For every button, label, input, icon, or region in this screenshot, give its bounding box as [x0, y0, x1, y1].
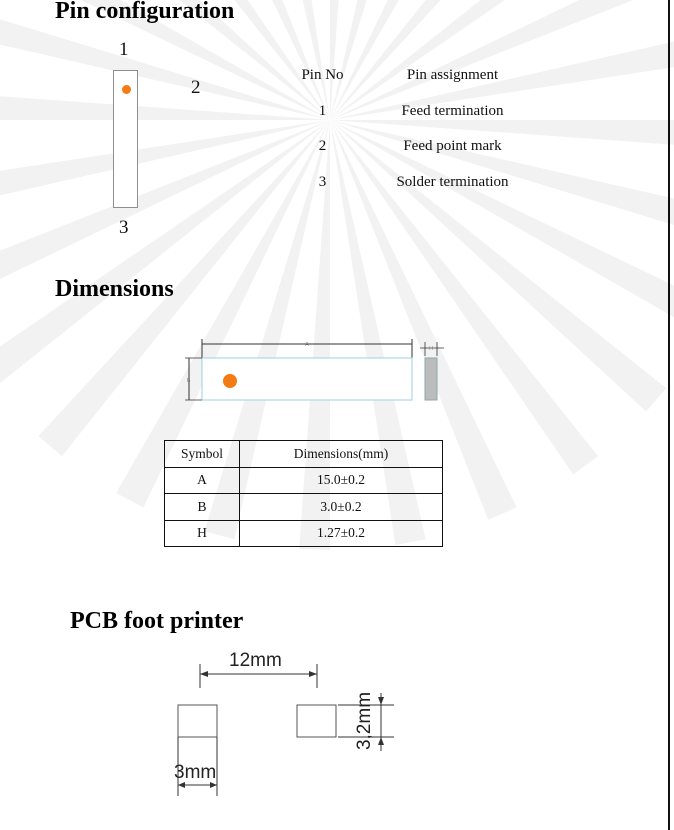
- dimension-value-cell: 1.27±0.2: [240, 520, 443, 547]
- pin-assignment-table: [280, 58, 540, 200]
- arrow-up-icon: [378, 737, 384, 745]
- width-label: 3mm: [174, 762, 217, 783]
- dimension-drawing: [180, 336, 450, 411]
- table-row: [165, 520, 443, 547]
- table-row: [165, 467, 443, 494]
- table-row: [165, 494, 443, 521]
- page-edge-rule: [668, 0, 670, 830]
- symbol-cell: H: [165, 520, 240, 547]
- dim-b-label: B: [187, 378, 191, 384]
- pin-assignment-header: Pin assignment: [406, 67, 499, 84]
- symbol-cell: B: [165, 494, 240, 521]
- dimensions-table-header: [165, 441, 443, 468]
- dim-h-label: H: [429, 346, 433, 352]
- antenna-body-top-view: [113, 70, 138, 208]
- arrow-down-icon: [378, 697, 384, 705]
- feed-point-mark: [223, 374, 237, 388]
- table-row: [280, 94, 540, 130]
- dimensions-header: Dimensions(mm): [240, 441, 443, 468]
- pin-no-cell: 1: [318, 102, 327, 119]
- pad-right: [297, 705, 336, 737]
- pin-no-cell: 3: [318, 173, 327, 190]
- arrow-right-icon: [309, 671, 317, 677]
- dimension-value-cell: 3.0±0.2: [240, 494, 443, 521]
- dimensions-title: Dimensions: [55, 276, 174, 302]
- pin-label-1: 1: [119, 39, 129, 60]
- pin-table-header: [280, 58, 540, 94]
- pin-no-cell: 2: [318, 138, 327, 155]
- antenna-end-view: [425, 358, 437, 400]
- pad-left: [178, 705, 217, 737]
- symbol-header: Symbol: [165, 441, 240, 468]
- pin-label-3: 3: [119, 217, 129, 238]
- pitch-label: 12mm: [229, 650, 282, 671]
- dim-a-label: A: [305, 342, 309, 348]
- pin-assignment-cell: Feed point mark: [403, 138, 502, 155]
- table-row: [280, 129, 540, 165]
- pin-configuration-title: Pin configuration: [55, 0, 235, 24]
- pin-assignment-cell: Feed termination: [401, 102, 504, 119]
- table-row: [280, 165, 540, 201]
- arrow-left-icon: [200, 671, 208, 677]
- feed-point-mark: [122, 85, 131, 94]
- symbol-cell: A: [165, 467, 240, 494]
- pin-label-2: 2: [191, 77, 201, 98]
- pcb-footprint-title: PCB foot printer: [70, 608, 244, 634]
- pin-assignment-cell: Solder termination: [396, 173, 509, 190]
- dimensions-table: [164, 440, 443, 547]
- pin-no-header: Pin No: [301, 67, 344, 84]
- dimension-value-cell: 15.0±0.2: [240, 467, 443, 494]
- height-label: 3,2mm: [354, 691, 375, 751]
